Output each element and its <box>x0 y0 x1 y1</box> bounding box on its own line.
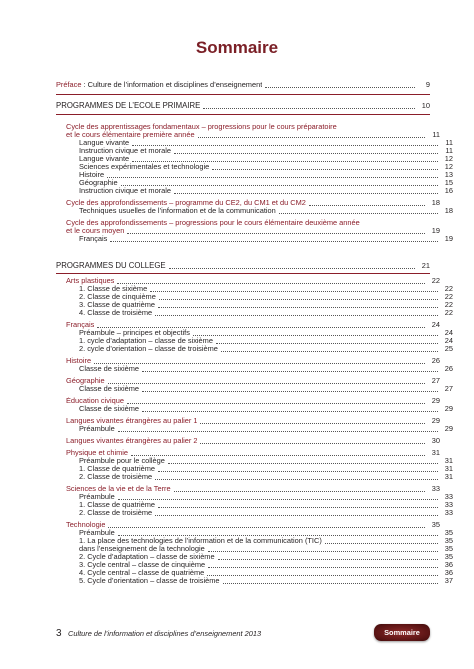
toc-page-number: 21 <box>421 261 430 270</box>
toc-entry-label: Langues vivantes étrangères au palier 1 <box>66 417 198 425</box>
toc-page-number: 24 <box>431 320 440 329</box>
toc-page-number: 12 <box>444 162 453 171</box>
toc-entry-label: Cycle des approfondissements – progressions pour le cours élémentaire deuxième année <box>66 219 360 227</box>
toc-entry[interactable] <box>56 405 453 414</box>
toc-entry-label: : Culture de l’information et disciplines d’enseignement <box>81 81 263 89</box>
toc-page-number: 22 <box>444 292 453 301</box>
toc-page-number: 19 <box>431 226 440 235</box>
toc-entry-label: 2. Classe de troisième <box>79 509 153 517</box>
dot-leader <box>155 515 438 516</box>
toc-entry-label: 2. Cycle d’adaptation – classe de sixième <box>79 553 215 561</box>
toc-page-number: 24 <box>444 336 453 345</box>
toc-page-number: 25 <box>444 344 453 353</box>
toc-page-number: 15 <box>444 178 453 187</box>
toc-entry-label: Sciences expérimentales et technologie <box>79 163 210 171</box>
toc-entry-label: Cycle des apprentissages fondamentaux – progressions pour le cours préparatoire <box>66 123 337 131</box>
toc-entry-label: Classe de sixième <box>79 405 139 413</box>
toc-page-number: 33 <box>431 484 440 493</box>
toc-entry[interactable] <box>56 509 453 518</box>
toc-entry-label: Préambule pour le collège <box>79 457 165 465</box>
toc-page-number: 22 <box>444 300 453 309</box>
dot-leader <box>142 391 438 392</box>
dot-leader <box>131 455 425 456</box>
toc-page-number: 37 <box>444 576 453 585</box>
dot-leader <box>174 491 425 492</box>
dot-leader <box>127 403 425 404</box>
toc-page-number: 35 <box>431 520 440 529</box>
toc-entry-label: Préambule <box>79 529 115 537</box>
toc-page-number: 18 <box>444 206 453 215</box>
toc-page-number: 11 <box>432 130 440 139</box>
dot-leader <box>132 145 438 146</box>
dot-leader <box>212 169 438 170</box>
divider <box>56 94 430 95</box>
dot-leader <box>265 87 415 88</box>
dot-leader <box>200 423 425 424</box>
toc-entry-label: Langue vivante <box>79 155 130 163</box>
toc-entry[interactable] <box>56 309 453 318</box>
dot-leader <box>223 583 439 584</box>
toc-entry-label: 2. cycle d’orientation – classe de troisième <box>79 345 218 353</box>
dot-leader <box>118 431 438 432</box>
toc-entry-label: 1. Classe de sixième <box>79 285 148 293</box>
toc-entry-label: Instruction civique et morale <box>79 187 172 195</box>
dot-leader <box>118 535 438 536</box>
toc-page-number: 36 <box>444 560 453 569</box>
toc-entry[interactable] <box>56 437 440 446</box>
toc-entry-label: 5. Cycle d’orientation – classe de troisième <box>79 577 220 585</box>
toc-entry-label: Langues vivantes étrangères au palier 2 <box>66 437 198 445</box>
toc-page-number: 31 <box>444 464 453 473</box>
toc-page-number: 29 <box>444 424 453 433</box>
dot-leader <box>198 137 425 138</box>
page-number: 3 <box>56 628 62 639</box>
toc-page-number: 35 <box>444 544 453 553</box>
dot-leader <box>279 213 438 214</box>
dot-leader <box>142 371 438 372</box>
toc-entry[interactable] <box>56 425 453 434</box>
toc-page-number: 27 <box>431 376 440 385</box>
toc-entry[interactable] <box>56 345 453 354</box>
toc-entry-label: PROGRAMMES DE L’ÉCOLE PRIMAIRE <box>56 102 201 110</box>
toc-entry-label: 2. Classe de cinquième <box>79 293 156 301</box>
toc-entry-label: PROGRAMMES DU COLLÈGE <box>56 262 166 270</box>
toc-entry-label: Techniques usuelles de l’information et de la communication <box>79 207 276 215</box>
toc-entry-label: Préambule – principes et objectifs <box>79 329 190 337</box>
dot-leader <box>200 443 425 444</box>
toc-entry-label: Géographie <box>66 377 105 385</box>
toc-page-number: 33 <box>444 492 453 501</box>
toc-page-number: 33 <box>444 508 453 517</box>
divider <box>56 273 430 274</box>
toc-page-number: 22 <box>444 284 453 293</box>
dot-leader <box>207 575 438 576</box>
dot-leader <box>94 363 425 364</box>
toc-entry-label: 1. Classe de quatrième <box>79 465 155 473</box>
toc-entry-label: 4. Cycle central – classe de quatrième <box>79 569 205 577</box>
toc-page-number: 10 <box>421 101 430 110</box>
toc-entry-label: Arts plastiques <box>66 277 115 285</box>
dot-leader <box>174 153 438 154</box>
dot-leader <box>150 291 438 292</box>
dot-leader <box>127 233 425 234</box>
toc-section-college[interactable] <box>56 262 430 271</box>
toc-page-number: 19 <box>444 234 453 243</box>
toc-entry-preface[interactable] <box>56 81 430 90</box>
toc-entry-label: Cycle des approfondissements – programme du CE2, du CM1 et du CM2 <box>66 199 306 207</box>
toc-entry[interactable] <box>56 577 453 586</box>
toc-page-number: 13 <box>444 170 453 179</box>
toc-page-number: 9 <box>425 80 430 89</box>
toc-page-number: 16 <box>444 186 453 195</box>
toc-entry-label: Géographie <box>79 179 118 187</box>
dot-leader <box>132 161 438 162</box>
toc-entry-label: Langue vivante <box>79 139 130 147</box>
toc-entry-label: et le cours élémentaire première année <box>66 131 195 139</box>
dot-leader <box>110 241 438 242</box>
toc-page-number: 30 <box>431 436 440 445</box>
toc-page-number: 31 <box>431 448 440 457</box>
toc-entry-label: Français <box>79 235 108 243</box>
toc-prefix: Préface <box>56 81 82 89</box>
toc-page-number: 29 <box>431 396 440 405</box>
dot-leader <box>193 335 438 336</box>
toc-page-number: 26 <box>444 364 453 373</box>
sommaire-button[interactable]: Sommaire <box>374 624 430 641</box>
toc-entry-label: Français <box>66 321 95 329</box>
toc-page-number: 11 <box>445 138 453 147</box>
toc-entry-label: 3. Cycle central – classe de cinquième <box>79 561 206 569</box>
dot-leader <box>158 507 438 508</box>
dot-leader <box>155 315 438 316</box>
toc-page-number: 29 <box>444 404 453 413</box>
toc-entry-label: 4. Classe de troisième <box>79 309 153 317</box>
divider <box>56 114 430 115</box>
dot-leader <box>155 479 438 480</box>
toc-page-number: 24 <box>444 328 453 337</box>
toc-entry-label: 2. Classe de troisième <box>79 473 153 481</box>
toc-page-number: 35 <box>444 552 453 561</box>
footer-title: Culture de l’information et disciplines d’enseignement 2013 <box>68 629 262 638</box>
toc-entry-label: Classe de sixième <box>79 365 139 373</box>
dot-leader <box>168 463 438 464</box>
toc-page-number: 31 <box>444 456 453 465</box>
toc-page-number: 36 <box>444 568 453 577</box>
toc-page-number: 31 <box>444 472 453 481</box>
toc-entry[interactable] <box>56 235 453 244</box>
toc-entry-label: 1. cycle d’adaptation – classe de sixième <box>79 337 213 345</box>
dot-leader <box>158 307 438 308</box>
toc-section-primaire[interactable] <box>56 102 430 111</box>
toc-page-number: 12 <box>444 154 453 163</box>
dot-leader <box>216 343 438 344</box>
dot-leader <box>221 351 438 352</box>
dot-leader <box>169 268 415 269</box>
toc-page-number: 35 <box>444 536 453 545</box>
dot-leader <box>158 471 438 472</box>
toc-entry[interactable] <box>56 473 453 482</box>
dot-leader <box>174 193 438 194</box>
toc-entry-label: dans l’enseignement de la technologie <box>79 545 205 553</box>
toc-entry-label: Préambule <box>79 493 115 501</box>
page-title: Sommaire <box>195 38 279 57</box>
dot-leader <box>208 551 438 552</box>
dot-leader <box>108 383 425 384</box>
dot-leader <box>203 108 415 109</box>
toc-page-number: 11 <box>445 146 453 155</box>
toc-page-number: 22 <box>444 308 453 317</box>
dot-leader <box>121 185 438 186</box>
toc-entry[interactable] <box>56 207 453 216</box>
toc-entry[interactable] <box>56 187 453 196</box>
dot-leader <box>309 205 425 206</box>
dot-leader <box>118 499 438 500</box>
dot-leader <box>108 527 425 528</box>
dot-leader <box>208 567 438 568</box>
dot-leader <box>142 411 438 412</box>
dot-leader <box>325 543 438 544</box>
toc-entry-label: Instruction civique et morale <box>79 147 172 155</box>
dot-leader <box>97 327 425 328</box>
toc-entry-label: Préambule <box>79 425 115 433</box>
toc-entry-label: Histoire <box>79 171 105 179</box>
toc-entry-label: 1. Classe de quatrième <box>79 501 155 509</box>
toc-page-number: 22 <box>431 276 440 285</box>
dot-leader <box>218 559 438 560</box>
toc-page-number: 18 <box>431 198 440 207</box>
toc-entry-label: et le cours moyen <box>66 227 125 235</box>
toc-page-number: 29 <box>431 416 440 425</box>
toc-entry[interactable] <box>56 385 453 394</box>
toc-entry-label: Sciences de la vie et de la Terre <box>66 485 171 493</box>
toc-entry-label: Éducation civique <box>66 397 124 405</box>
toc-page-number: 35 <box>444 528 453 537</box>
toc-entry-label: Classe de sixième <box>79 385 139 393</box>
toc-entry-label: Physique et chimie <box>66 449 129 457</box>
toc-entry[interactable] <box>56 365 453 374</box>
toc-entry-label: 3. Classe de quatrième <box>79 301 155 309</box>
dot-leader <box>107 177 438 178</box>
dot-leader <box>159 299 438 300</box>
toc-entry-label: Histoire <box>66 357 92 365</box>
toc-page-number: 33 <box>444 500 453 509</box>
dot-leader <box>117 283 425 284</box>
toc-page-number: 27 <box>444 384 453 393</box>
toc-entry-label: 1. La place des technologies de l’information et de la communication (TIC) <box>79 537 322 545</box>
toc-entry-label: Technologie <box>66 521 106 529</box>
toc-page-number: 26 <box>431 356 440 365</box>
